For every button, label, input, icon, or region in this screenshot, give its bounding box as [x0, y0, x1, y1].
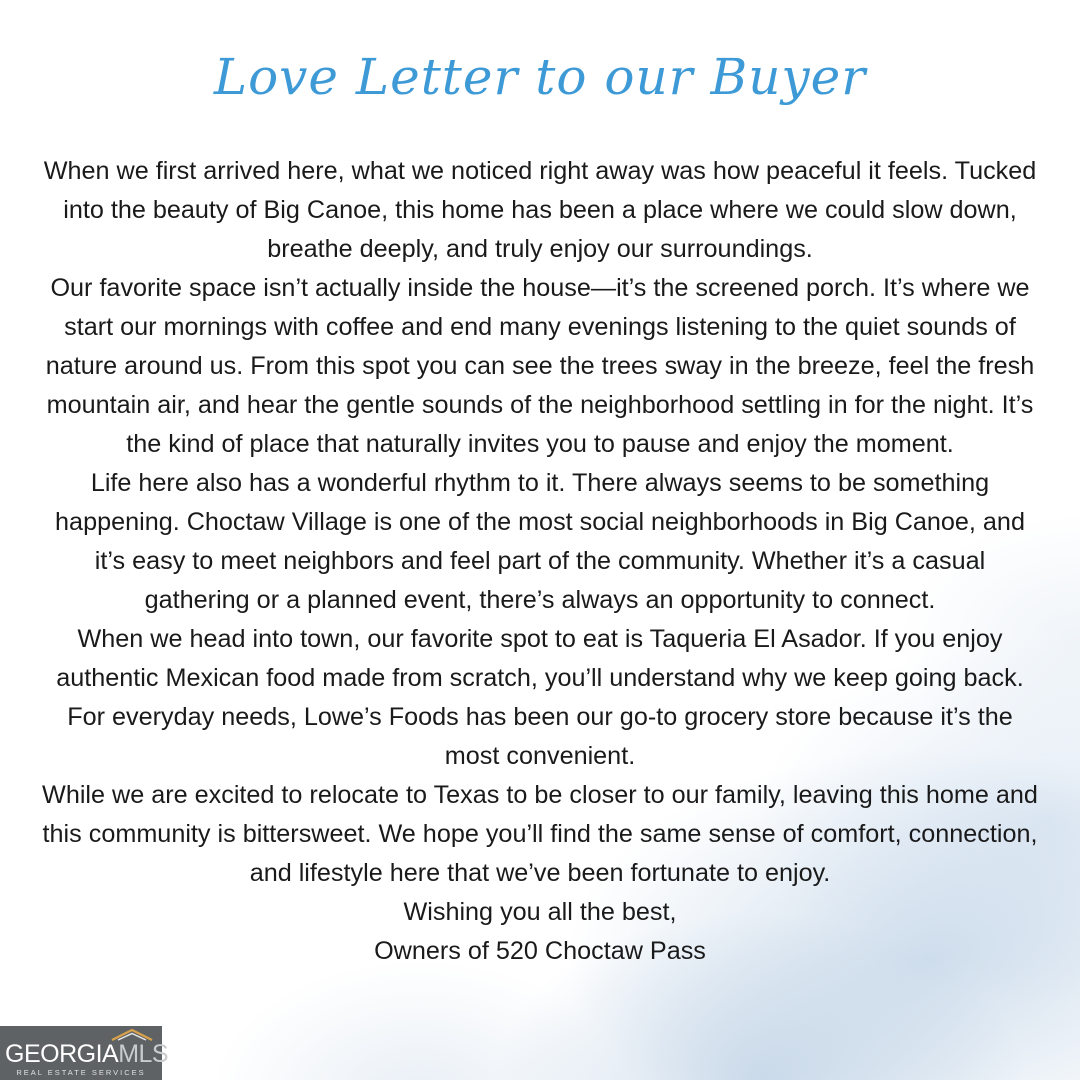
logo-word-mls: MLS — [118, 1040, 169, 1068]
logo-wordmark — [5, 1040, 168, 1068]
paragraph-arrival: When we first arrived here, what we noticed right away was how peaceful it feels. Tucked into the beauty of Big Canoe, this home has been a place where we could slow down, breathe deeply, and truly enjoy our surroundings. — [43, 157, 1037, 263]
letter-body — [40, 152, 1040, 971]
georgia-mls-logo — [0, 1026, 169, 1080]
paragraph-relocation: While we are excited to relocate to Texas to be closer to our family, leaving this home and this community is bittersweet. We hope you’ll find the same sense of comfort, connection, and lifestyle here that we’ve been fortunate to enjoy. — [42, 781, 1038, 887]
letter-signature: Owners of 520 Choctaw Pass — [374, 937, 706, 965]
paragraph-community: Life here also has a wonderful rhythm to it. There always seems to be something happening. Choctaw Village is one of the most social neighborhoods in Big Canoe, and it’s easy to meet neighbors and feel part of the community. Whether it’s a casual gathering or a planned event, there’s always an opportunity to connect. — [55, 469, 1025, 614]
letter-closing: Wishing you all the best, — [403, 898, 677, 926]
paragraph-town: When we head into town, our favorite spot to eat is Taqueria El Asador. If you enjoy authentic Mexican food made from scratch, you’ll understand why we keep going back. For everyday needs, Lowe’s Foods has been our go-to grocery store because it’s the most convenient. — [56, 625, 1024, 770]
logo-word-georgia: GEORGIA — [5, 1040, 119, 1068]
letter-title: Love Letter to our Buyer — [213, 48, 867, 106]
paragraph-porch: Our favorite space isn’t actually inside the house—it’s the screened porch. It’s where we start our mornings with coffee and end many evenings listening to the quiet sounds of nature around us. From this spot you can see the trees sway in the breeze, feel the fresh mountain air, and hear the gentle sounds of the neighborhood settling in for the night. It’s the kind of place that naturally invites you to pause and enjoy the moment. — [45, 274, 1035, 458]
logo-tagline: REAL ESTATE SERVICES — [16, 1068, 146, 1077]
